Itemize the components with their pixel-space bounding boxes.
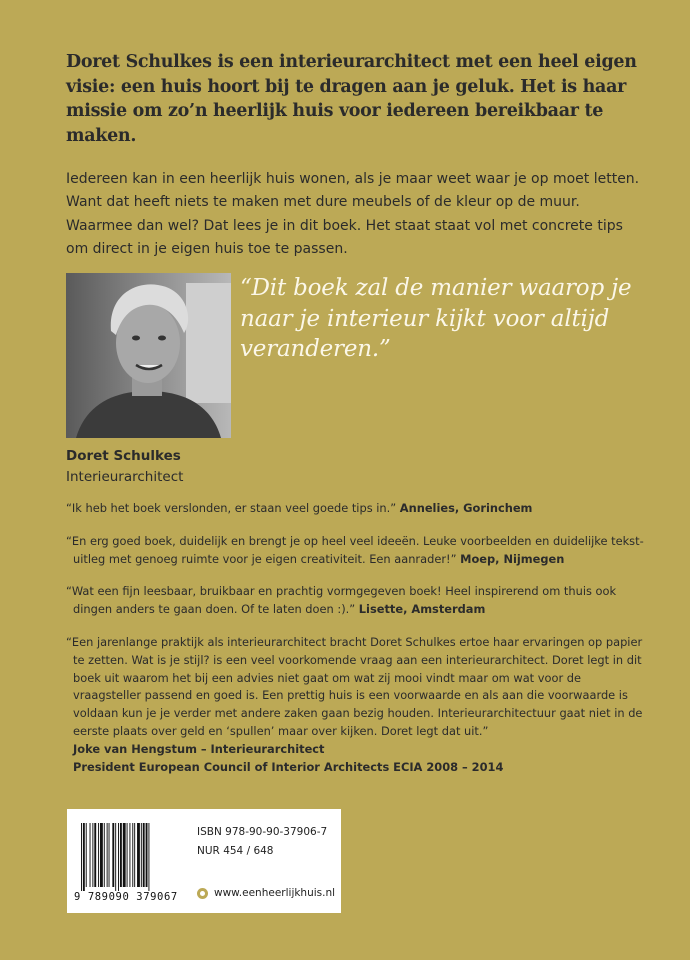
barcode-bar	[92, 823, 93, 887]
barcode-bar	[137, 823, 140, 887]
review-author: Annelies, Gorinchem	[399, 501, 533, 515]
review-item-long	[66, 634, 652, 776]
review-item	[66, 533, 652, 569]
isbn-value: 978-90-90-37906-7	[225, 826, 328, 838]
barcode-bar	[120, 823, 122, 887]
isbn-line	[197, 823, 327, 842]
barcode-bar	[104, 823, 105, 887]
barcode-bar	[129, 823, 130, 887]
barcode-bar	[109, 823, 110, 887]
barcode-bar	[127, 823, 128, 887]
website-url: www.eenheerlijkhuis.nl	[214, 887, 336, 899]
barcode-bar	[107, 823, 108, 887]
review-author: Joke van Hengstum – Interieurarchitect	[73, 741, 325, 756]
review-text: “En erg goed boek, duidelijk en brengt je op heel veel ideeën. Leuke voorbeelden en duidelijke tekst-uitleg met genoeg ruimte voor je eigen creativiteit. Een aanrader!”	[66, 533, 644, 566]
nur-line	[197, 842, 327, 861]
barcode-bar	[81, 823, 82, 891]
barcode-box	[67, 809, 341, 913]
nur-value: 454 / 648	[223, 845, 274, 857]
review-item	[66, 500, 652, 518]
barcode-bar	[112, 823, 114, 887]
isbn-info	[197, 823, 327, 861]
review-text: “Ik heb het boek verslonden, er staan veel goede tips in.”	[66, 501, 397, 515]
author-name: Doret Schulkes	[66, 448, 181, 464]
barcode-bar	[132, 823, 133, 887]
nur-label: NUR	[197, 845, 220, 857]
link-icon	[197, 888, 208, 899]
barcode-number: 9 789090 379067	[74, 891, 178, 903]
barcode-bar	[118, 823, 119, 891]
barcode-bar	[134, 823, 135, 887]
review-text: “Wat een fijn leesbaar, bruikbaar en prachtig vormgegeven boek! Heel inspirerend om thuis ook dingen anders te gaan doen. Of te laten doen :).”	[66, 584, 617, 617]
barcode-bar	[94, 823, 96, 887]
review-author: Lisette, Amsterdam	[358, 602, 486, 617]
barcode-bar	[100, 823, 103, 887]
barcode-bar	[148, 823, 149, 891]
barcode-bar	[90, 823, 91, 887]
barcode-bar	[86, 823, 87, 887]
barcode-bar	[83, 823, 85, 891]
reviews	[66, 500, 652, 776]
review-text: “Een jarenlange praktijk als interieurarchitect bracht Doret Schulkes ertoe haar ervaringen op papier te zetten. Wat is je stijl? is een veel voorkomende vraag aan een interieurarchitect. Doret legt in dit boek uit waarom het bij een advies niet gaat om wat zij mooi vindt maar om wat voor de vraagsteller passend en goed is. Een prettig huis is een voorwaarde en als aan die voorwaarde is voldaan kun je je verder met andere zaken gaan bezig houden. Interieurarchitectuur gaat niet in de eerste plaats over geld en ‘spullen’ maar over kijken. Doret legt dat uit.”	[66, 634, 643, 738]
review-author: Moep, Nijmegen	[460, 551, 565, 566]
barcode-bar	[123, 823, 126, 887]
review-author-title: President European Council of Interior Architects ECIA 2008 – 2014	[73, 759, 504, 774]
author-block	[66, 446, 183, 488]
barcode-bar	[115, 823, 116, 891]
barcode-bar	[146, 823, 148, 887]
barcode	[81, 823, 181, 891]
headline: Doret Schulkes is een interieurarchitect met een heel eigen visie: een huis hoort bij te dragen aan je geluk. Het is haar missie om zo’n heerlijk huis voor iedereen bereikbaar te maken.	[66, 52, 637, 146]
author-role: Interieurarchitect	[66, 469, 184, 485]
pull-quote: “Dit boek zal de manier waarop je naar je interieur kijkt voor altijd veranderen.”	[240, 275, 632, 362]
intro-paragraph: Iedereen kan in een heerlijk huis wonen, als je maar weet waar je op moet letten. Want dat heeft niets te maken met dure meubels of de kleur op de muur. Waarmee dan wel? Dat lees je in dit boek. Het staat staat vol met concrete tips om direct in je eigen huis toe te passen.	[66, 171, 640, 257]
author-photo	[66, 273, 231, 438]
isbn-label: ISBN	[197, 826, 222, 838]
barcode-bar	[98, 823, 99, 887]
barcode-bar	[141, 823, 142, 887]
website	[197, 887, 335, 899]
review-item	[66, 583, 652, 619]
barcode-bar	[143, 823, 145, 887]
